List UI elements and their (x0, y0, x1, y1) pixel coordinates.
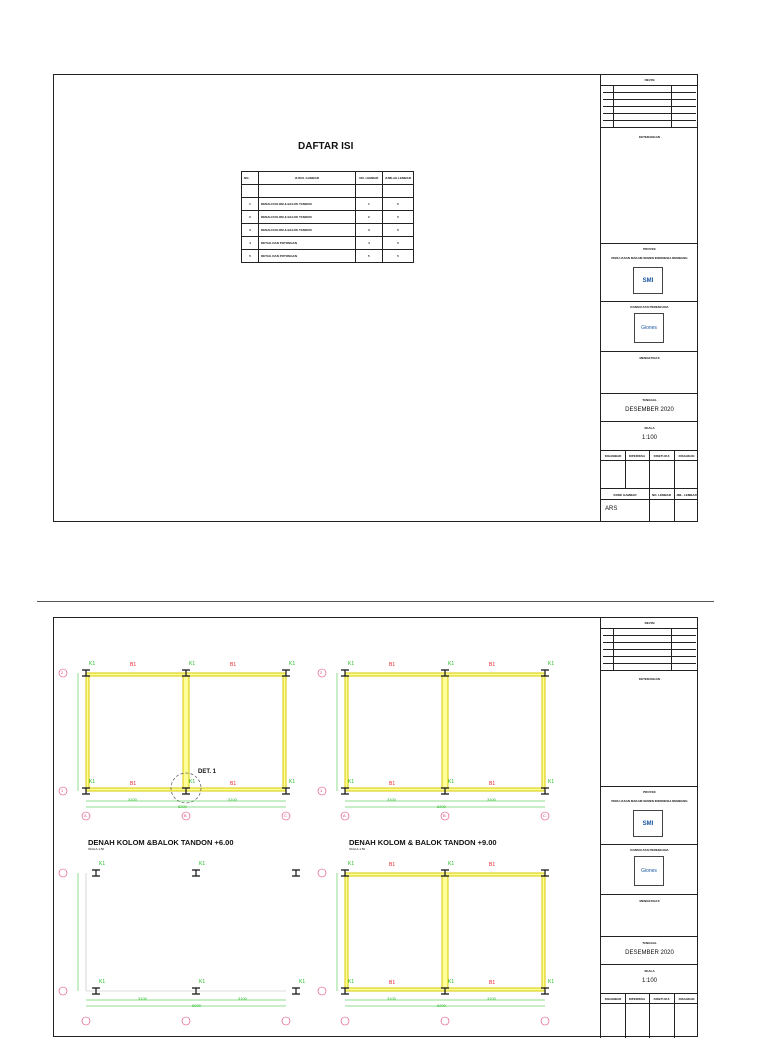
column-label: K1 (89, 661, 96, 667)
kode-label: KODE GAMBAR (613, 493, 637, 497)
plans-drawing (54, 618, 600, 1038)
tanggal-label: TANGGAL (642, 398, 657, 402)
column-label: K1 (348, 661, 355, 667)
table-row (242, 198, 414, 211)
sheet-table-of-contents (53, 74, 698, 522)
beam-label: B1 (130, 662, 137, 668)
tanggal-label: TANGGAL (642, 941, 657, 945)
dimension-total: 6200 (178, 804, 187, 809)
client-logo-text: SMI (642, 820, 654, 827)
mengetahui-label: MENGETAHUI (639, 899, 660, 903)
column-label: K1 (548, 779, 555, 785)
tanggal-value: DESEMBER 2020 (625, 950, 674, 956)
grid-label: B (443, 813, 446, 818)
column-label: K1 (199, 861, 206, 867)
proyek-name: PERLUASAN MAKAM SEMEN INDONESIA REMBANG (611, 256, 688, 260)
sign-disahkan: DISAHKAN (678, 454, 695, 458)
toc-cell: 1 (242, 198, 259, 211)
proyek-name: PERLUASAN MAKAM SEMEN INDONESIA REMBANG (611, 799, 688, 803)
beam-label: B1 (489, 781, 496, 787)
table-row (242, 211, 414, 224)
beam-label: B1 (489, 662, 496, 668)
beam-label: B1 (389, 781, 396, 787)
dimension-half: 3100 (487, 996, 496, 1001)
dimension-half: 3100 (487, 797, 496, 802)
dimension-total: 6200 (437, 804, 446, 809)
table-row (242, 237, 414, 250)
tanggal-value: DESEMBER 2020 (625, 407, 674, 413)
column-label: K1 (289, 661, 296, 667)
consultant-logo-text: Giones (641, 325, 657, 331)
grid-label: A (84, 813, 87, 818)
mengetahui-label: MENGETAHUI (639, 356, 660, 360)
column-label: K1 (348, 861, 355, 867)
grid-label: A (343, 813, 346, 818)
toc-header-jumlah: JUMLAH LEMBAR (382, 172, 413, 185)
toc-cell: 5 (382, 237, 413, 250)
keterangan-label: KETERANGAN (638, 677, 661, 681)
column-label: K1 (448, 661, 455, 667)
beam-label: B1 (389, 662, 396, 668)
title-block-2 (600, 618, 698, 1038)
sign-disetujui: DISETUJUI (653, 454, 670, 458)
revisi-label: REVISI (644, 78, 655, 82)
beam-label: B1 (489, 862, 496, 868)
grid-label: 2 (61, 670, 64, 675)
column-label: K1 (448, 979, 455, 985)
sheet-floor-plans (53, 617, 698, 1037)
toc-cell: DENAH KOLOM & BALOK TANDON (259, 211, 356, 224)
plan3-outline (86, 873, 286, 991)
dimension-total: 6200 (192, 1003, 201, 1008)
title-block (600, 75, 698, 521)
detail-label: DET. 1 (198, 769, 217, 775)
toc-title: DAFTAR ISI (298, 141, 354, 152)
dimension-half: 3100 (387, 797, 396, 802)
table-row (242, 250, 414, 263)
toc-cell: 4 (355, 237, 382, 250)
grid-label: 1 (320, 788, 323, 793)
jumlah-label: JML. LEMBAR (676, 493, 697, 497)
column-label: K1 (348, 979, 355, 985)
dimension-half: 3100 (387, 996, 396, 1001)
sign-diperiksa: DIPERIKSA (628, 997, 646, 1001)
toc-cell: 1 (355, 198, 382, 211)
column-label: K1 (548, 661, 555, 667)
client-logo-text: SMI (642, 277, 654, 284)
consultant-logo-text: Giones (641, 868, 657, 874)
column-label: K1 (299, 979, 306, 985)
column-label: K1 (189, 779, 196, 785)
dimension-half: 3100 (128, 797, 137, 802)
toc-cell: 3 (355, 224, 382, 237)
plan2-title: DENAH KOLOM & BALOK TANDON +9.00 (349, 838, 497, 847)
beam-label: B1 (230, 662, 237, 668)
keterangan-label: KETERANGAN (638, 135, 661, 139)
toc-cell: 5 (382, 224, 413, 237)
beam-label: B1 (389, 980, 396, 986)
plan2-frame (345, 673, 545, 791)
toc-cell: 5 (355, 250, 382, 263)
toc-cell: 4 (242, 237, 259, 250)
toc-cell: 3 (242, 224, 259, 237)
kode-value: ARS (605, 506, 618, 512)
konsultan-label: KONSULTAN PERENCANA (630, 305, 669, 309)
client-logo (633, 267, 663, 294)
column-label: K1 (99, 861, 106, 867)
column-label: K1 (99, 979, 106, 985)
toc-cell: DENAH KOLOM & BALOK TANDON (259, 198, 356, 211)
skala-value: 1:100 (641, 435, 657, 441)
column-label: K1 (448, 779, 455, 785)
consultant-logo (634, 313, 664, 343)
toc-cell: DETAIL DAN POTONGAN (259, 250, 356, 263)
beam-label: B1 (130, 781, 137, 787)
grid-label: 1 (61, 788, 64, 793)
sign-disahkan: DISAHKAN (678, 997, 695, 1001)
dimension-half: 3100 (138, 996, 147, 1001)
toc-cell: 5 (382, 211, 413, 224)
grid-label: C (284, 813, 287, 818)
toc-header-judul: JUDUL GAMBAR (259, 172, 356, 185)
client-logo (633, 810, 663, 837)
toc-cell: 5 (382, 250, 413, 263)
table-row (242, 224, 414, 237)
toc-header-no: NO. (242, 172, 259, 185)
column-label: K1 (448, 861, 455, 867)
dimension-half: 3100 (228, 797, 237, 802)
sheet-separator (37, 601, 714, 602)
skala-label: SKALA (644, 969, 655, 973)
plan4-frame (345, 873, 545, 991)
beam-label: B1 (389, 862, 396, 868)
proyek-label: PROYEK (643, 790, 656, 794)
grid-label: C (543, 813, 546, 818)
consultant-logo (634, 856, 664, 886)
skala-value: 1:100 (641, 978, 657, 984)
column-label: K1 (189, 661, 196, 667)
beam-label: B1 (489, 980, 496, 986)
plan2-scale: SKALA 1:50 (349, 847, 366, 851)
toc-table (241, 171, 414, 263)
revisi-label: REVISI (644, 621, 655, 625)
dimension-total: 6200 (437, 1003, 446, 1008)
toc-cell: 2 (242, 211, 259, 224)
sign-diperiksa: DIPERIKSA (628, 454, 646, 458)
nomor-label: NO. LEMBAR (652, 493, 671, 497)
column-label: K1 (89, 779, 96, 785)
toc-cell: 5 (242, 250, 259, 263)
toc-cell: 5 (382, 198, 413, 211)
grid-label: B (184, 813, 187, 818)
grid-label: 2 (320, 670, 323, 675)
sign-digambar: DIGAMBAR (604, 454, 622, 458)
column-label: K1 (199, 979, 206, 985)
beam-label: B1 (230, 781, 237, 787)
sign-disetujui: DISETUJUI (653, 997, 670, 1001)
toc-cell: 2 (355, 211, 382, 224)
plan1-scale: SKALA 1:50 (88, 847, 105, 851)
column-label: K1 (348, 779, 355, 785)
dimension-half: 3100 (238, 996, 247, 1001)
toc-cell: DENAH KOLOM & BALOK TANDON (259, 224, 356, 237)
plan1-title: DENAH KOLOM &BALOK TANDON +6.00 (88, 838, 234, 847)
sign-digambar: DIGAMBAR (604, 997, 622, 1001)
proyek-label: PROYEK (643, 247, 656, 251)
toc-cell: DETAIL DAN POTONGAN (259, 237, 356, 250)
column-label: K1 (548, 979, 555, 985)
toc-spacer-row (242, 185, 414, 198)
konsultan-label: KONSULTAN PERENCANA (630, 848, 669, 852)
toc-header-lembar: NO. LEMBAR (355, 172, 382, 185)
column-label: K1 (289, 779, 296, 785)
toc-header-row (242, 172, 414, 185)
skala-label: SKALA (644, 426, 655, 430)
